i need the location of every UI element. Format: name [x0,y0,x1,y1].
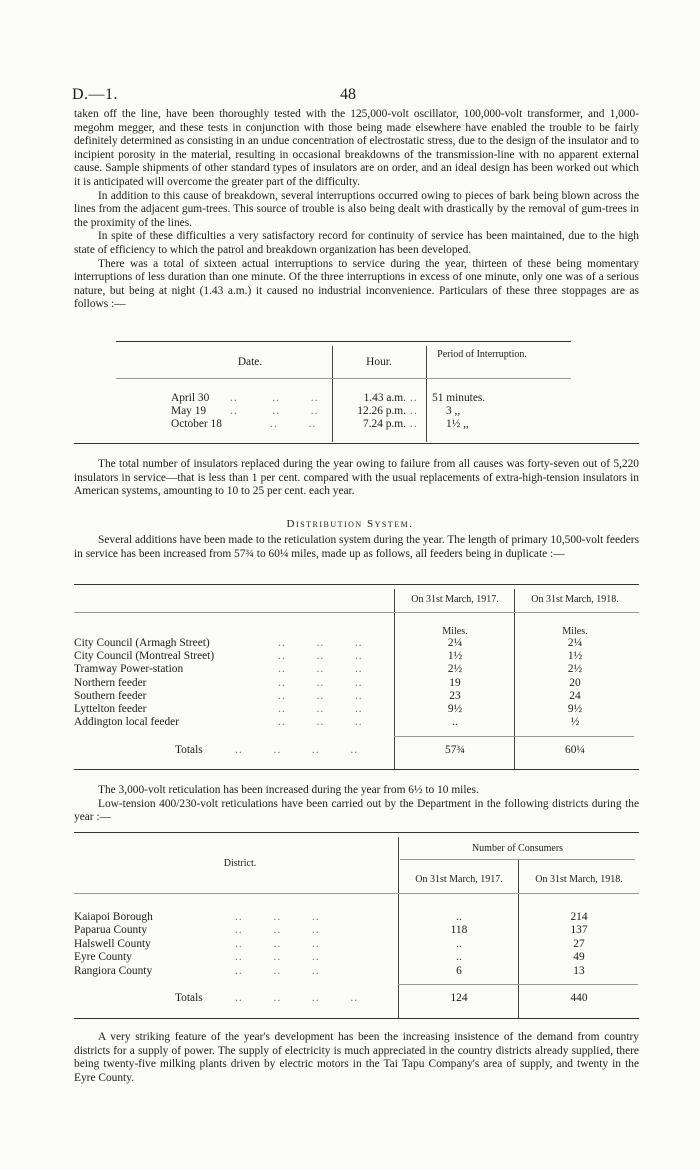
table-row-1917: 118 [450,924,468,937]
document-code: D.—1. [72,86,119,103]
table-row-hour: 1.43 a.m. [363,392,406,404]
paragraph: In spite of these difficulties a very satisfactory record for continuity of service has been maintained, due to the high state of efficiency to which the patrol and breakdown organization has been developed. [74,230,639,256]
table-row-1918: 49 [573,951,585,964]
paragraph: taken off the line, have been thoroughly tested with the 125,000-volt oscillator, 100,000-volt transformer, and 1,000-megohm megger, and these tests in conjunction with those being made elsewhere have enabled the trouble to be fairly definitely determined as consisting in an undue concentration of electrostatic stress, due to the design of the insulator and to incipient porosity in the material, resulting in occasional breakdowns of the transmission-line with no apparent external cause. Sample shipments of other standard types of insulators are on order, and an ideal design has been worked out which it is anticipated will overcome the greater part of the difficulty. [74,108,639,188]
page-number: 48 [340,86,356,103]
table-row-1917: 19 [449,676,461,689]
table-row-1918: 214 [570,911,588,923]
column-header-date: Date. [237,356,263,368]
column-header-district: District. [223,858,257,869]
table-row-1917: .. [456,911,462,923]
table-row-1917: .. [452,716,458,729]
table-row-1917: 2¼ [447,637,463,649]
table-row-1918: 9½ [567,703,583,715]
table-row-1918: 27 [573,937,585,950]
table-row-1917: 1½ [447,650,463,663]
leader-dots: .. .. .. [278,689,363,702]
table-row-name: Halswell County [74,937,151,950]
column-header-period: Period of Interruption. [437,349,527,360]
leader-dots: .. .. .. [235,951,320,964]
total-1918: 60¼ [565,744,585,756]
table-row-1918: 2½ [567,663,583,676]
table-row-period: 3 ,, [446,405,461,417]
table-row-name: Southern feeder [74,689,147,702]
document-page: D.—1. 48 taken off the line, have been thoroughly tested with the 125,000-volt oscillator, 100,000-volt transformer, and 1,000-megohm megger, and these tests in conjunction with those being made elsewhere have enabled the trouble to be fairly definitely determined as consisting in an undue concentration of electrostatic stress, due to the design of the insulator and to incipient porosity in the material, resulting in occasional breakdowns of the transmission-line with no apparent external cause. Sample shipments of other standard types of insulators are on order, and an ideal design has been worked out which it is anticipated will overcome the greater part of the difficulty. In addition to this cause of breakdown, several interruptions occurred owing to pieces of bark being blown across the lines from the adjacent gum-trees. This source of trouble is also being dealt with drastically by the removal of gum-trees in the proximity of the lines. In spite of these difficulties a very satisfactory record for continuity of service has been maintained, due to the high state of efficiency to which the patrol and breakdown organization has been developed. There was a total of sixteen actual interruptions to service during the year, thirteen of these being momentary interruptions of less duration than one minute. Of the three interruptions in excess of one minute, only one was of a serious nature, but being at night (1.43 a.m.) it caused no industrial inconvenience. Particulars of these three stoppages are as follows :— Date. Hour. Period of Interruption. April 30 .. .. .. 1.43 a.m. .. 51 minutes. May 19 .. .. .. 12.26 p.m. .. 3 ,, October 18 .. .. 7.24 p.m. .. 1½ ,, The total number of insulators replaced during the year owing to failure from all causes was forty-seven out of 5,220 insulators in service—that is less than 1 per cent. compared with the usual replacements of extra-high-tension insulators in American systems, amounting to 10 to 25 per cent. each year. Distribution System. Several additions have been made to the reticulation system during the year. The length of primary 10,500-volt feeders in service has been increased from 57¾ to 60¼ miles, made up as follows, all feeders being in duplicate :— On 31st March, 1917. On 31st March, 1918. Miles. Miles. City Council (Armagh Street) .. .. .. 2¼ 2¼ City Council (Montreal Street) .. .. .. 1½ 1½ Tramway Power-station .. .. .. 2½ 2½ Northern feeder .. .. .. 19 20 Southern feeder .. .. .. 23 24 Lyttelton feeder .. .. .. 9½ 9½ Addington local feeder .. .. .. .. ½ Totals .. .. .. .. 57¾ 60¼ The 3,000-volt reticulation has been increased during the year from 6½ to 10 miles. Low-tension 400/230-volt reticulations have been carried out by the Department in the following districts during the year :— Number of Consumers District. On 31st March, 1917. On 31st March, 1918. Kaiapoi Borough .. .. .. .. 214 Paparua County .. .. .. 118 137 Halswell County .. .. .. .. 27 Eyre County .. .. .. .. 49 Rangiora County .. .. .. 6 13 Totals .. .. .. .. 124 440 A very striking feature of the year's development has been the increasing insistence of the demand from country districts for a supply of power. The supply of electricity is much appreciated in the country districts already supplied, there being twenty-five milking plants driven by electric motors in the Tai Tapu Company's area of supply, and twenty in the Eyre County. [0,0,700,1170]
unit-label: Miles. [562,626,588,637]
table-row-date: May 19 [171,405,207,417]
leader-dots: .. .. .. [278,663,363,676]
leader-dots: .. .. .. [235,924,320,937]
table-row-name: City Council (Armagh Street) [74,637,210,649]
table-row-1918: 2¼ [567,637,583,649]
table-row-name: Lyttelton feeder [74,703,147,715]
column-header-1917: On 31st March, 1917. [415,874,503,885]
column-header-1918: On 31st March, 1918. [531,594,619,605]
table-row-1917: 23 [449,689,461,702]
table-row-name: Kaiapoi Borough [74,911,153,923]
table-row-name: Addington local feeder [74,716,180,729]
leader-dots: .. .. .. [235,964,320,977]
leader-dots: .. .. .. [278,703,363,715]
leader-dots: .. .. .. [278,650,363,663]
table-row-name: Paparua County [74,924,148,937]
leader-dots: .. .. .. [278,716,363,729]
column-header-hour: Hour. [366,356,392,368]
column-header-1918: On 31st March, 1918. [535,874,623,885]
intro-paragraphs [74,108,639,312]
table-row-period: 51 minutes. [432,392,486,404]
totals-label: Totals [175,992,203,1004]
table-row-period: 1½ ,, [446,418,469,430]
total-1917: 57¾ [445,744,465,756]
section-heading: Distribution System. [286,518,414,530]
table-row-1918: 1½ [567,650,583,663]
table-row-1917: 6 [456,964,462,977]
table-row-date: April 30 [171,392,210,404]
paragraph: The 3,000-volt reticulation has been increased during the year from 6½ to 10 miles. [98,784,479,796]
leader-dots: .. .. .. [235,911,320,923]
table-row-hour: 7.24 p.m. [362,418,406,430]
total-1917: 124 [450,992,468,1004]
table-row-name: Tramway Power-station [74,663,184,676]
paragraph: The total number of insulators replaced during the year owing to failure from all causes was forty-seven out of 5,220 insulators in service—that is less than 1 per cent. compared with the usual replacements of extra-high-tension insulators in American systems, amounting to 10 to 25 per cent. each year. [74,458,639,498]
table-row-name: Northern feeder [74,676,147,689]
paragraph: A very striking feature of the year's development has been the increasing insistence of the demand from country districts for a supply of power. The supply of electricity is much appreciated in the country districts already supplied, there being twenty-five milking plants driven by electric motors in the Tai Tapu Company's area of supply, and twenty in the Eyre County. [74,1031,639,1084]
paragraph: Low-tension 400/230-volt reticulations have been carried out by the Department in the following districts during the year :— [74,797,639,824]
table-row-1918: ½ [570,716,580,729]
table-row-name: Rangiora County [74,964,153,977]
table-row-name: Eyre County [74,951,132,964]
paragraph: In addition to this cause of breakdown, several interruptions occurred owing to pieces of bark being blown across the lines from the adjacent gum-trees. This source of trouble is also being dealt with drastically by the removal of gum-trees in the proximity of the lines. [74,189,639,229]
total-1918: 440 [570,992,588,1004]
table-row-1917: .. [456,951,462,964]
paragraph: Several additions have been made to the reticulation system during the year. The length of primary 10,500-volt feeders in service has been increased from 57¾ to 60¼ miles, made up as follows, all feeders being in duplicate :— [74,534,639,560]
table-row-hour: 12.26 p.m. [357,405,406,417]
column-header-1917: On 31st March, 1917. [411,594,499,605]
leader-dots: .. .. .. [235,937,320,950]
table-row-1918: 137 [570,924,588,937]
table-row-1917: 2½ [447,663,463,676]
reticulation-paragraphs [74,784,639,825]
leader-dots: .. .. .. [278,676,363,689]
paragraph: There was a total of sixteen actual interruptions to service during the year, thirteen of these being momentary interruptions of less duration than one minute. Of the three interruptions in excess of one minute, only one was of a serious nature, but being at night (1.43 a.m.) it caused no industrial inconvenience. Particulars of these three stoppages are as follows :— [74,257,639,311]
table-row-1918: 24 [569,689,581,702]
unit-label: Miles. [442,626,468,637]
table-row-1917: .. [456,937,462,950]
table-row-1917: 9½ [447,703,463,715]
table-row-1918: 13 [573,964,585,977]
table-row-1918: 20 [569,676,581,689]
column-group-header: Number of Consumers [471,843,564,854]
table-row-date: October 18 [171,418,222,430]
leader-dots: .. .. .. [278,637,363,649]
totals-label: Totals [175,744,203,756]
table-row-name: City Council (Montreal Street) [74,650,215,663]
